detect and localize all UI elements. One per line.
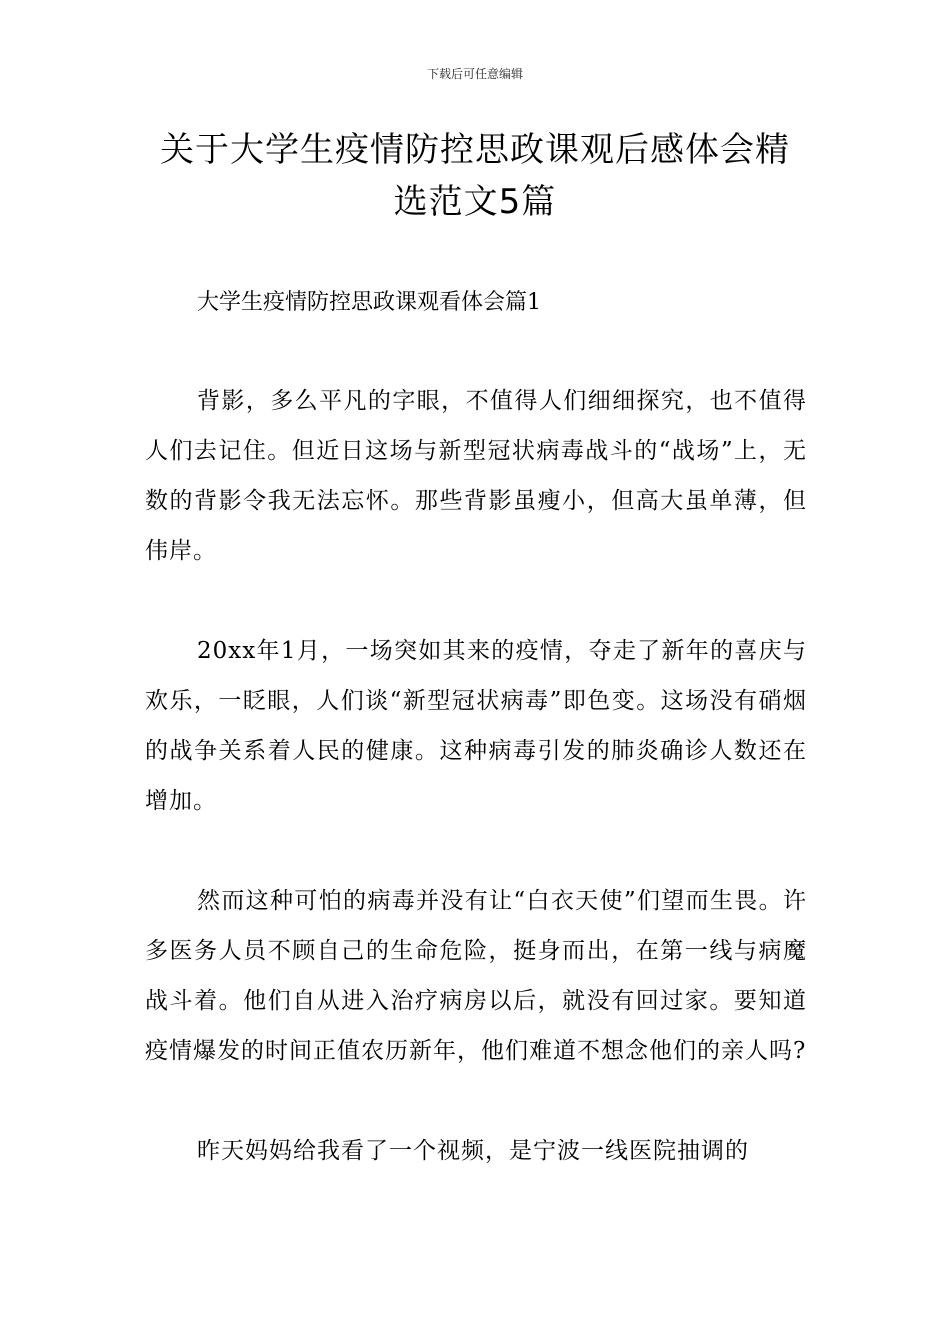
section-heading: 大学生疫情防控思政课观看体会篇1: [197, 290, 541, 315]
document-title: 关于大学生疫情防控思政课观后感体会精选范文5篇: [160, 130, 790, 222]
document-body: [145, 278, 807, 1226]
paragraph-4: 昨天妈妈给我看了一个视频，是宁波一线医院抽调的: [197, 1138, 749, 1164]
paragraph-1: 背影，多么平凡的字眼，不值得人们细细探究，也不值得人们去记住。但近日这场与新型冠状病毒战斗的“战场”上，无数的背影令我无法忘怀。那些背影虽瘦小，但高大虽单薄，但伟岸。: [145, 388, 807, 564]
paragraph-2: 20xx年1月，一场突如其来的疫情，夺走了新年的喜庆与欢乐，一眨眼，人们谈“新型冠状病毒”即色变。这场没有硝烟的战争关系着人民的健康。这种病毒引发的肺炎确诊人数还在增加。: [145, 638, 807, 814]
paragraph-3: 然而这种可怕的病毒并没有让“白衣天使”们望而生畏。许多医务人员不顾自己的生命危险，挺身而出，在第一线与病魔战斗着。他们自从进入治疗病房以后，就没有回过家。要知道疫情爆发的时间正值农历新年，他们难道不想念他们的亲人吗?: [145, 888, 807, 1064]
header-note: 下载后可任意编辑: [426, 67, 523, 81]
